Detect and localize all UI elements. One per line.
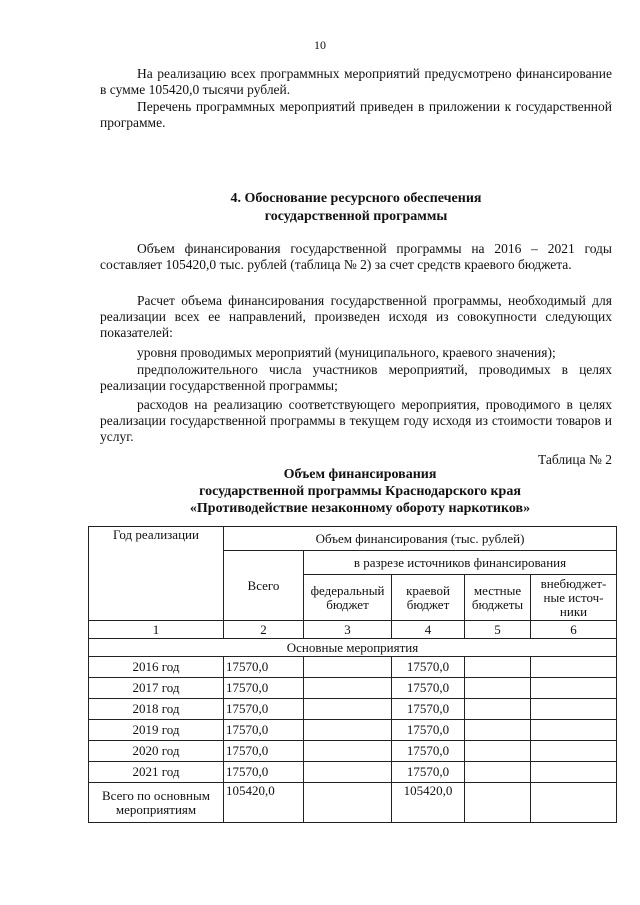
cell-extra	[531, 699, 617, 720]
section-row-label: Основные мероприятия	[89, 639, 617, 657]
table-row	[89, 657, 617, 678]
cell-local	[465, 762, 531, 783]
cell-local	[465, 657, 531, 678]
col-number: 3	[304, 621, 392, 639]
cell-extra	[531, 762, 617, 783]
header-volume: Объем финансирования (тыс. рублей)	[224, 527, 617, 551]
header-federal: федеральный бюджет	[304, 575, 392, 621]
cell-local	[465, 741, 531, 762]
section-heading-line-1: 4. Обоснование ресурсного обеспечения	[230, 191, 482, 206]
col-number: 1	[89, 621, 224, 639]
table-row	[89, 699, 617, 720]
cell-total: 17570,0	[224, 762, 304, 783]
cell-year: 2020 год	[89, 741, 224, 762]
cell-total: 17570,0	[224, 699, 304, 720]
table-total-row	[89, 783, 617, 823]
cell-extra	[531, 720, 617, 741]
cell-total-sum: 105420,0	[224, 783, 304, 823]
cell-regional: 17570,0	[392, 699, 465, 720]
cell-local	[465, 678, 531, 699]
section-heading	[100, 190, 612, 226]
cell-year: 2021 год	[89, 762, 224, 783]
col-number: 4	[392, 621, 465, 639]
header-extrabudget: внебюджет-ные источ-ники	[531, 575, 617, 621]
table-title-line-1: Объем финансирования	[283, 467, 437, 482]
list-item-2: предположительного числа участников мероприятий, проводимых в целях реализации государственной программы;	[100, 362, 612, 393]
col-number: 5	[465, 621, 531, 639]
cell-total: 17570,0	[224, 657, 304, 678]
header-by-sources: в разрезе источников финансирования	[304, 551, 617, 575]
cell-regional: 17570,0	[392, 720, 465, 741]
cell-total-label: Всего по основным мероприятиям	[89, 783, 224, 823]
cell-regional: 17570,0	[392, 678, 465, 699]
cell-extra	[531, 783, 617, 823]
list-item-3: расходов на реализацию соответствующего мероприятия, проводимого в целях реализации государственной программы в текущем году исходя из стоимости товаров и услуг.	[100, 397, 612, 444]
table-row	[89, 762, 617, 783]
col-number: 6	[531, 621, 617, 639]
cell-extra	[531, 678, 617, 699]
cell-local	[465, 720, 531, 741]
body-paragraph-2: Расчет объема финансирования государственной программы, необходимый для реализации всех ее направлений, произведен исходя из совокупности следующих показателей:	[100, 293, 612, 340]
cell-extra	[531, 657, 617, 678]
cell-regional: 17570,0	[392, 762, 465, 783]
cell-local	[465, 783, 531, 823]
cell-regional: 17570,0	[392, 657, 465, 678]
header-local: местные бюджеты	[465, 575, 531, 621]
header-regional: краевой бюджет	[392, 575, 465, 621]
cell-federal	[304, 678, 392, 699]
table-title	[90, 466, 630, 517]
list-item-1: уровня проводимых мероприятий (муниципального, краевого значения);	[137, 345, 556, 360]
table-title-line-2: государственной программы Краснодарского края	[199, 484, 521, 499]
cell-total: 17570,0	[224, 720, 304, 741]
section-heading-line-2: государственной программы	[264, 209, 448, 224]
cell-federal	[304, 720, 392, 741]
page-number: 10	[314, 38, 326, 52]
cell-year: 2019 год	[89, 720, 224, 741]
cell-regional: 17570,0	[392, 741, 465, 762]
cell-federal	[304, 762, 392, 783]
cell-extra	[531, 741, 617, 762]
cell-total: 17570,0	[224, 678, 304, 699]
cell-year: 2017 год	[89, 678, 224, 699]
table-number: Таблица № 2	[538, 452, 612, 467]
cell-total: 17570,0	[224, 741, 304, 762]
header-total: Всего	[224, 551, 304, 621]
header-year: Год реализации	[89, 527, 224, 621]
body-paragraph-1: Объем финансирования государственной программы на 2016 – 2021 годы составляет 105420,0 тыс. рублей (таблица № 2) за счет средств краевого бюджета.	[100, 241, 612, 272]
cell-federal	[304, 741, 392, 762]
cell-year: 2016 год	[89, 657, 224, 678]
cell-federal	[304, 783, 392, 823]
table-row	[89, 720, 617, 741]
table-row	[89, 678, 617, 699]
table-row	[89, 741, 617, 762]
cell-local	[465, 699, 531, 720]
cell-federal	[304, 699, 392, 720]
cell-regional-sum: 105420,0	[392, 783, 465, 823]
table-title-line-3: «Противодействие незаконному обороту наркотиков»	[189, 501, 531, 516]
cell-year: 2018 год	[89, 699, 224, 720]
intro-paragraph-1: На реализацию всех программных мероприятий предусмотрено финансирование в сумме 105420,0 тысячи рублей.	[100, 66, 612, 97]
financing-table	[88, 526, 617, 823]
col-number: 2	[224, 621, 304, 639]
cell-federal	[304, 657, 392, 678]
intro-paragraph-2: Перечень программных мероприятий приведен в приложении к государственной программе.	[100, 99, 612, 130]
